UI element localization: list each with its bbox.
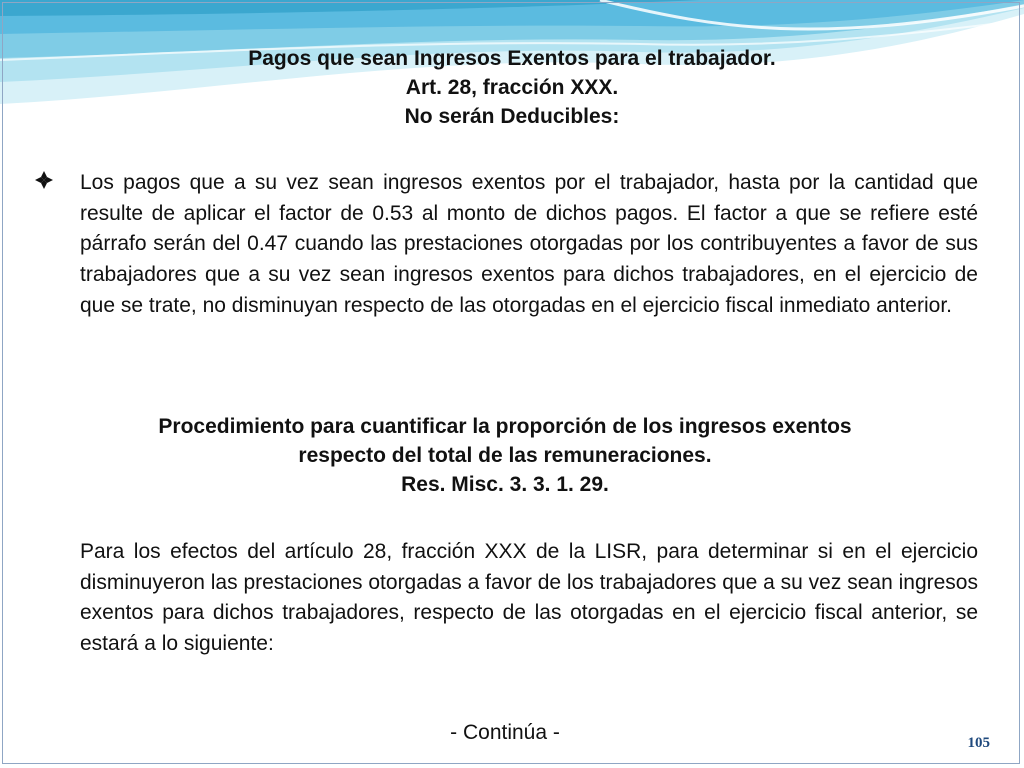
continues-label: - Continúa - (450, 721, 560, 744)
body-paragraph: Para los efectos del artículo 28, fracción XXX de la LISR, para determinar si en el ejercicio disminuyeron las prestaciones otorgadas a favor de los trabajadores que a su vez sean ingresos exentos para dichos trabajadores, respecto de las otorgadas en el ejercicio fiscal anterior, se estará a lo siguiente: (80, 540, 978, 656)
procedure-line-3: Res. Misc. 3. 3. 1. 29. (401, 473, 609, 496)
procedure-line-1: Procedimiento para cuantificar la proporción de los ingresos exentos (158, 415, 852, 438)
title-line-3: No serán Deducibles: (404, 105, 620, 128)
procedure-line-2: respecto del total de las remuneraciones. (298, 444, 712, 467)
procedure-heading (0, 412, 1010, 499)
page-number: 105 (967, 735, 990, 751)
diamond-bullet-icon (34, 170, 54, 190)
title-line-2: Art. 28, fracción XXX. (405, 76, 619, 99)
bullet-paragraph: Los pagos que a su vez sean ingresos exentos por el trabajador, hasta por la cantidad que resulte de aplicar el factor de 0.53 al monto de dichos pagos. El factor a que se refiere esté párrafo serán del 0.47 cuando las prestaciones otorgadas por los contribuyentes a favor de sus trabajadores que a su vez sean ingresos exentos para dichos trabajadores, en el ejercicio de que se trate, no disminuyan respecto de las otorgadas en el ejercicio fiscal inmediato anterior. (80, 171, 978, 317)
title-line-1: Pagos que sean Ingresos Exentos para el trabajador. (248, 47, 776, 70)
slide-title (0, 44, 1024, 131)
